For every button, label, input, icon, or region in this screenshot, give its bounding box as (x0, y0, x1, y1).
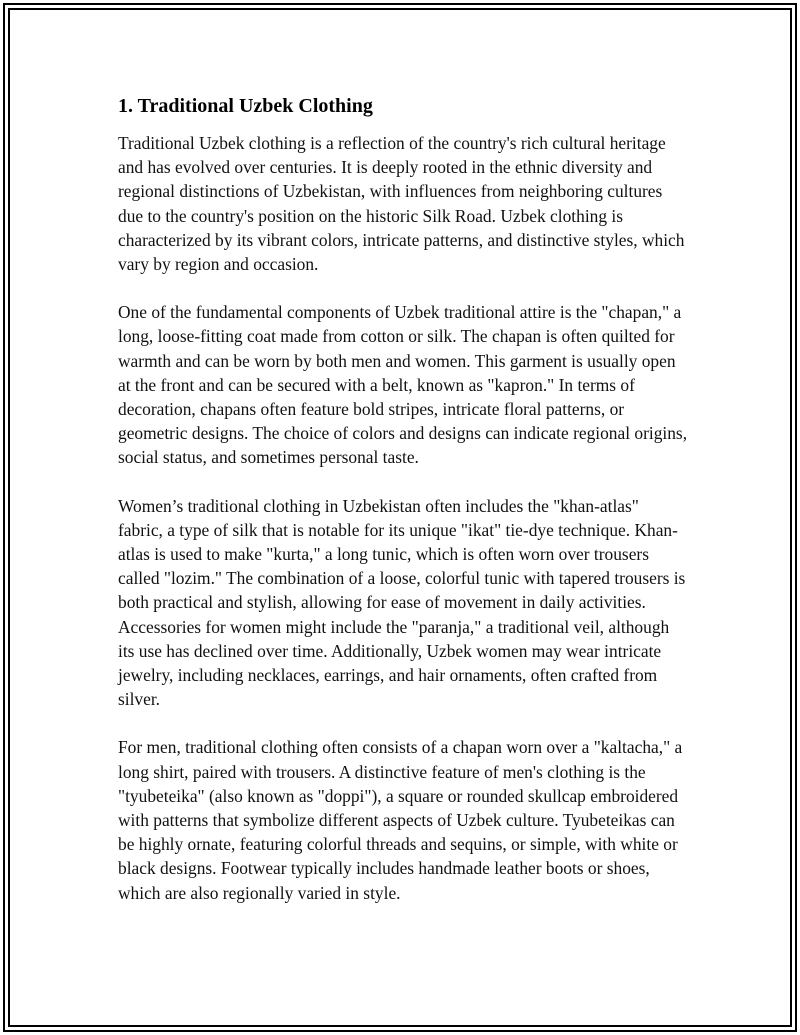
paragraph-womens-clothing: Women’s traditional clothing in Uzbekistan often includes the "khan-atlas" fabric, a type of silk that is notable for its unique "ikat" tie-dye technique. Khan-atlas is used to make "kurta," a long tunic, which is often worn over trousers called "lozim." The combination of a loose, colorful tunic with tapered trousers is both practical and stylish, allowing for ease of movement in daily activities. Accessories for women might include the "paranja," a traditional veil, although its use has declined over time. Additionally, Uzbek women may wear intricate jewelry, including necklaces, earrings, and hair ornaments, often crafted from silver. (118, 495, 686, 710)
paragraph-chapan: One of the fundamental components of Uzbek traditional attire is the "chapan," a long, loose-fitting coat made from cotton or silk. The chapan is often quilted for warmth and can be worn by both men and women. This garment is usually open at the front and can be secured with a belt, known as "kapron." In terms of decoration, chapans often feature bold stripes, intricate floral patterns, or geometric designs. The choice of colors and designs can indicate regional origins, social status, and sometimes personal taste. (118, 302, 688, 468)
document-body (118, 93, 688, 929)
section-heading: 1. Traditional Uzbek Clothing (118, 95, 373, 117)
paragraph-mens-clothing: For men, traditional clothing often consists of a chapan worn over a "kaltacha," a long shirt, paired with trousers. A distinctive feature of men's clothing is the "tyubeteika" (also known as "doppi"), a square or rounded skullcap embroidered with patterns that symbolize different aspects of Uzbek culture. Tyubeteikas can be highly ornate, featuring colorful threads and sequins, or simple, with white or black designs. Footwear typically includes handmade leather boots or shoes, which are also regionally varied in style. (118, 737, 683, 903)
paragraph-intro: Traditional Uzbek clothing is a reflection of the country's rich cultural heritage and has evolved over centuries. It is deeply rooted in the ethnic diversity and regional distinctions of Uzbekistan, with influences from neighboring cultures due to the country's position on the historic Silk Road. Uzbek clothing is characterized by its vibrant colors, intricate patterns, and distinctive styles, which vary by region and occasion. (118, 133, 685, 275)
